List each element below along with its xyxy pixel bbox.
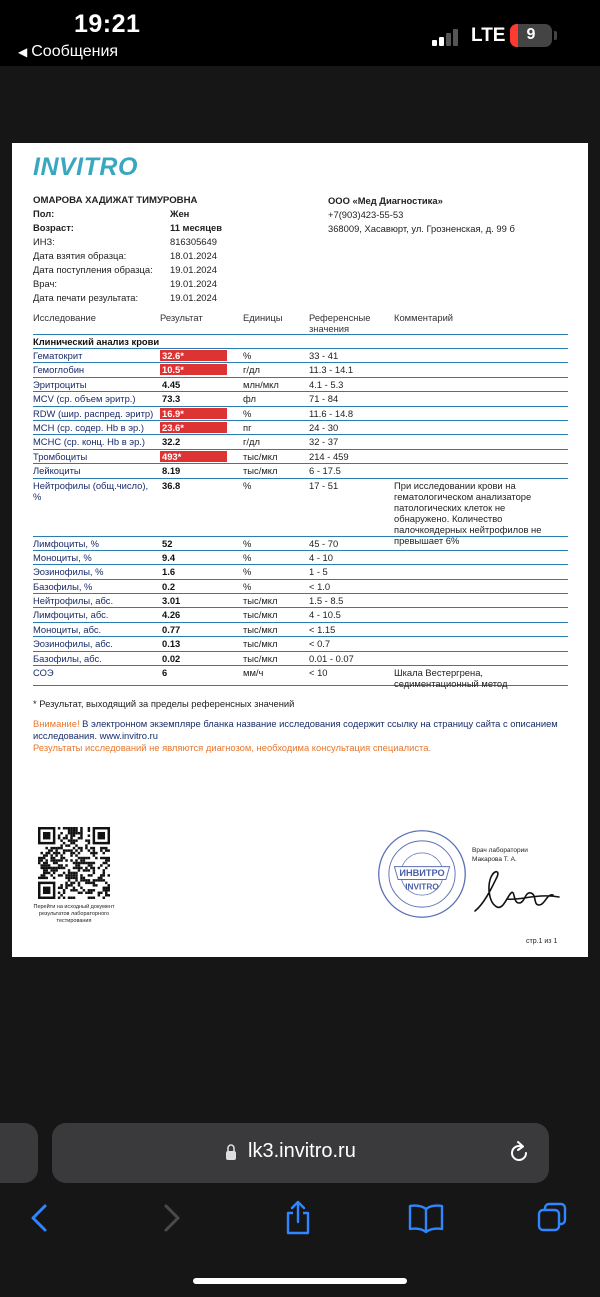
patient-info xyxy=(33,208,333,306)
test-reference: 4.1 - 5.3 xyxy=(309,378,344,390)
test-result: 8.19 xyxy=(162,465,181,477)
test-result: 0.2 xyxy=(162,580,176,592)
share-icon[interactable] xyxy=(282,1200,314,1236)
table-row xyxy=(33,551,568,565)
table-row xyxy=(33,378,568,392)
table-row xyxy=(33,580,568,594)
test-name[interactable]: Базофилы, % xyxy=(33,580,93,592)
test-result: 6 xyxy=(162,667,168,679)
test-reference: 17 - 51 xyxy=(309,479,339,491)
test-units: пг xyxy=(243,421,252,433)
patient-field-value: Жен xyxy=(170,208,190,219)
test-reference: < 1.15 xyxy=(309,623,336,635)
test-units: млн/мкл xyxy=(243,378,279,390)
doctor-info xyxy=(472,846,528,864)
battery-level: 9 xyxy=(526,26,536,43)
test-name[interactable]: Нейтрофилы (общ.число), % xyxy=(33,479,149,502)
test-name[interactable]: RDW (шир. распред. эритр) xyxy=(33,407,154,419)
doctor-name: Макарова Т. А. xyxy=(472,856,517,863)
home-indicator[interactable] xyxy=(193,1278,407,1284)
test-units: тыс/мкл xyxy=(243,595,278,607)
battery-tip xyxy=(554,31,557,40)
table-row xyxy=(33,594,568,608)
battery-icon xyxy=(510,24,552,47)
qr-code[interactable] xyxy=(38,827,110,899)
doctor-title: Врач лаборатории xyxy=(472,847,528,854)
patient-field-label: ИНЗ: xyxy=(33,236,55,247)
test-name[interactable]: Тромбоциты xyxy=(33,450,88,462)
test-name[interactable]: MCV (ср. объем эритр.) xyxy=(33,393,136,405)
header-comment: Комментарий xyxy=(394,312,454,323)
test-result: 36.8 xyxy=(162,479,181,491)
page-number: стр.1 из 1 xyxy=(526,938,558,945)
test-name[interactable]: Моноциты, абс. xyxy=(33,623,102,635)
patient-field-value: 18.01.2024 xyxy=(170,250,217,261)
table-row xyxy=(33,608,568,622)
test-units: % xyxy=(243,479,252,491)
lab-phone: +7(903)423-55-53 xyxy=(328,209,404,220)
table-row xyxy=(33,349,568,363)
back-triangle-icon: ◀ xyxy=(18,45,28,59)
test-name[interactable]: MCHC (ср. конц. Hb в эр.) xyxy=(33,436,146,448)
test-units: % xyxy=(243,566,252,578)
patient-field xyxy=(33,264,333,278)
table-row xyxy=(33,565,568,579)
test-result: 32.2 xyxy=(162,436,181,448)
lab-name: ООО «Мед Диагностика» xyxy=(328,195,443,206)
patient-field-label: Дата печати результата: xyxy=(33,292,139,303)
test-result: 16.9* xyxy=(160,408,227,419)
test-reference: 45 - 70 xyxy=(309,537,339,549)
test-result: 1.6 xyxy=(162,566,176,578)
patient-field xyxy=(33,236,333,250)
test-units: тыс/мкл xyxy=(243,623,278,635)
test-reference: 24 - 30 xyxy=(309,421,339,433)
test-name[interactable]: Гематокрит xyxy=(33,350,83,361)
test-result: 493* xyxy=(160,451,227,462)
back-label: Сообщения xyxy=(31,43,119,60)
signature-icon xyxy=(467,863,562,923)
patient-field xyxy=(33,278,333,292)
patient-field-value: 11 месяцев xyxy=(170,222,222,233)
cellular-signal-icon xyxy=(432,28,466,46)
test-name[interactable]: Эозинофилы, абс. xyxy=(33,638,113,650)
table-row xyxy=(33,435,568,449)
patient-field-label: Дата поступления образца: xyxy=(33,264,153,275)
test-name[interactable]: Базофилы, абс. xyxy=(33,652,102,664)
table-row xyxy=(33,652,568,666)
test-units: г/дл xyxy=(243,436,260,448)
test-result: 0.02 xyxy=(162,652,181,664)
previous-tab-bar[interactable] xyxy=(0,1123,38,1183)
status-time: 19:21 xyxy=(74,10,141,38)
table-row xyxy=(33,407,568,421)
patient-field xyxy=(33,250,333,264)
test-result: 73.3 xyxy=(162,393,181,405)
test-result: 4.45 xyxy=(162,378,181,390)
test-units: % xyxy=(243,551,252,563)
test-name[interactable]: Моноциты, % xyxy=(33,551,92,563)
test-units: тыс/мкл xyxy=(243,465,278,477)
test-result: 9.4 xyxy=(162,551,176,563)
stamp-text-sub: INVITRO xyxy=(405,882,439,892)
test-reference: 71 - 84 xyxy=(309,393,339,405)
table-row xyxy=(33,666,568,690)
test-reference: 0.01 - 0.07 xyxy=(309,652,354,664)
patient-field-label: Врач: xyxy=(33,278,57,289)
warning-text: В электронном экземпляре бланка название исследования содержит ссылку на страницу сайта с описанием исследования. xyxy=(33,718,558,741)
test-name[interactable]: СОЭ xyxy=(33,667,54,679)
patient-field-value: 19.01.2024 xyxy=(170,292,217,303)
test-result: 10.5* xyxy=(160,364,227,375)
table-row xyxy=(33,363,568,377)
test-result: 52 xyxy=(162,537,173,549)
patient-name: ОМАРОВА ХАДИЖАТ ТИМУРОВНА xyxy=(33,195,198,206)
test-reference: 6 - 17.5 xyxy=(309,465,341,477)
patient-field xyxy=(33,222,333,236)
disclaimer: Результаты исследований не являются диагнозом, необходима консультация специалиста. xyxy=(33,742,432,753)
test-reference: 11.6 - 14.8 xyxy=(309,407,354,419)
section-title: Клинический анализ крови xyxy=(33,335,568,349)
stamp-text-main: ИНВИТРО xyxy=(399,867,445,878)
test-comment: При исследовании крови на гематологическом анализаторе патологических клеток не обнаружено. Количество палочкоядерных нейтрофилов не превышает 6% xyxy=(394,479,542,546)
results-table xyxy=(33,349,568,690)
test-result: 4.26 xyxy=(162,609,181,621)
header-ref-line2: значения xyxy=(309,323,350,334)
test-name[interactable]: MCH (ср. содер. Hb в эр.) xyxy=(33,421,144,433)
test-reference: 4 - 10 xyxy=(309,551,333,563)
bookmarks-icon[interactable] xyxy=(407,1200,445,1236)
lab-stamp-icon xyxy=(376,828,468,920)
lab-info xyxy=(328,195,515,237)
test-units: тыс/мкл xyxy=(243,638,278,650)
footnote: * Результат, выходящий за пределы референсных значений xyxy=(33,698,295,709)
test-reference: 33 - 41 xyxy=(309,350,339,361)
status-bar xyxy=(0,0,600,66)
warning-label: Внимание! xyxy=(33,718,80,729)
patient-field-value: 19.01.2024 xyxy=(170,278,217,289)
test-reference: 32 - 37 xyxy=(309,436,339,448)
test-result: 0.13 xyxy=(162,638,181,650)
test-reference: 1.5 - 8.5 xyxy=(309,595,344,607)
test-units: г/дл xyxy=(243,364,260,376)
test-name[interactable]: Эритроциты xyxy=(33,378,87,390)
test-result: 0.77 xyxy=(162,623,181,635)
test-name[interactable]: Лимфоциты, абс. xyxy=(33,609,109,621)
header-ref xyxy=(309,312,370,334)
header-units: Единицы xyxy=(243,312,283,323)
header-test: Исследование xyxy=(33,312,96,323)
test-units: мм/ч xyxy=(243,667,264,679)
test-name[interactable]: Лимфоциты, % xyxy=(33,537,99,549)
table-row xyxy=(33,464,568,478)
lab-report xyxy=(12,143,588,957)
test-units: тыс/мкл xyxy=(243,652,278,664)
test-units: фл xyxy=(243,393,256,405)
table-row xyxy=(33,637,568,651)
test-name[interactable]: Лейкоциты xyxy=(33,465,81,477)
back-icon[interactable] xyxy=(24,1200,56,1236)
test-reference: 1 - 5 xyxy=(309,566,328,578)
invitro-link[interactable]: www.invitro.ru xyxy=(99,730,158,741)
test-reference: < 0.7 xyxy=(309,638,331,650)
table-row xyxy=(33,450,568,464)
qr-caption: Перейти на исходный документ результатов лабораторного тестирования xyxy=(33,904,115,924)
test-reference: 11.3 - 14.1 xyxy=(309,364,354,376)
tabs-icon[interactable] xyxy=(536,1200,568,1236)
test-units: % xyxy=(243,580,252,592)
url-text[interactable]: lk3.invitro.ru xyxy=(248,1140,356,1162)
lab-address: 368009, Хасавюрт, ул. Грозненская, д. 99 б xyxy=(328,223,515,234)
test-result: 23.6* xyxy=(160,422,227,433)
reload-icon[interactable] xyxy=(506,1140,532,1166)
test-reference: < 10 xyxy=(309,667,328,679)
test-name[interactable]: Гемоглобин xyxy=(33,364,85,376)
test-comment: Шкала Вестергрена, седиментационный метод xyxy=(394,667,508,690)
test-reference: 4 - 10.5 xyxy=(309,609,341,621)
patient-field xyxy=(33,208,333,222)
network-type: LTE xyxy=(471,25,506,46)
forward-icon[interactable] xyxy=(155,1200,187,1236)
table-row xyxy=(33,392,568,406)
test-name[interactable]: Эозинофилы, % xyxy=(33,566,104,578)
header-result: Результат xyxy=(160,312,203,323)
header-ref-line1: Референсные xyxy=(309,312,371,323)
test-units: тыс/мкл xyxy=(243,450,278,462)
table-header xyxy=(33,312,568,335)
test-units: % xyxy=(243,407,252,419)
patient-field-value: 19.01.2024 xyxy=(170,264,217,275)
warning-note xyxy=(33,718,573,742)
lock-icon xyxy=(225,1143,237,1161)
test-units: % xyxy=(243,537,252,549)
table-row xyxy=(33,623,568,637)
table-row xyxy=(33,421,568,435)
patient-field-label: Возраст: xyxy=(33,222,74,233)
test-units: тыс/мкл xyxy=(243,609,278,621)
patient-field-label: Пол: xyxy=(33,208,55,219)
invitro-logo: INVITRO xyxy=(33,153,138,181)
table-row xyxy=(33,537,568,551)
test-reference: 214 - 459 xyxy=(309,450,349,462)
patient-field-label: Дата взятия образца: xyxy=(33,250,127,261)
test-reference: < 1.0 xyxy=(309,580,331,592)
test-name[interactable]: Нейтрофилы, абс. xyxy=(33,595,114,607)
patient-field-value: 816305649 xyxy=(170,236,217,247)
back-to-app-button[interactable] xyxy=(18,43,118,61)
test-result: 3.01 xyxy=(162,595,181,607)
test-units: % xyxy=(243,350,252,361)
patient-field xyxy=(33,292,333,306)
test-result: 32.6* xyxy=(160,350,227,361)
